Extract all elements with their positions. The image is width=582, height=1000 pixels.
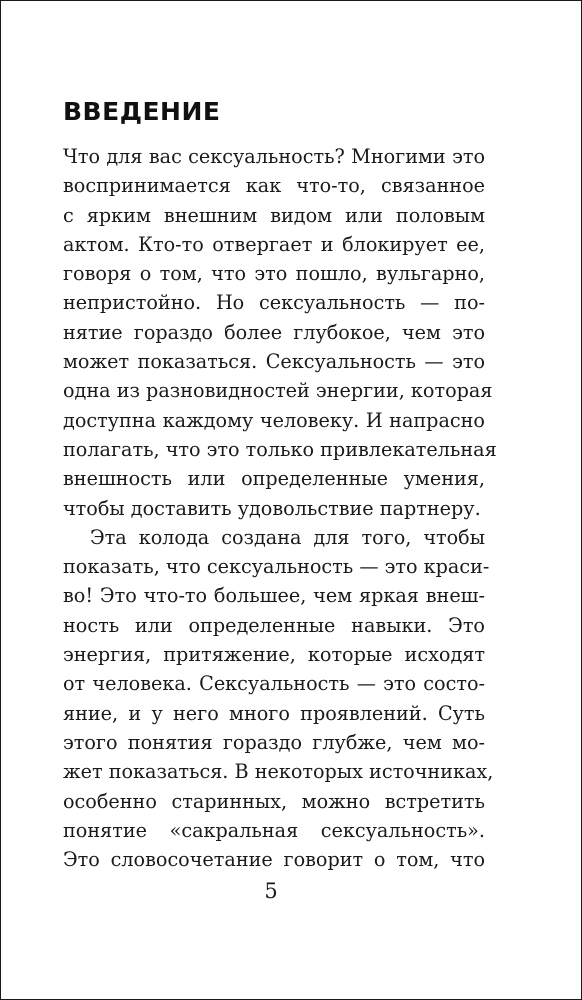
text-line: непристойно. Но сексуальность — по- bbox=[63, 291, 485, 315]
body-text bbox=[63, 142, 497, 874]
text-line: нятие гораздо более глубокое, чем это bbox=[63, 320, 485, 344]
text-line: понятие «сакральная сексуальность». bbox=[63, 818, 485, 842]
text-line: особенно старинных, можно встретить bbox=[63, 789, 485, 813]
text-line: с ярким внешним видом или половым bbox=[63, 203, 485, 227]
text-line: яние, и у него много проявлений. Суть bbox=[63, 701, 485, 725]
text-line: во! Это что-то большее, чем яркая внеш- bbox=[63, 584, 485, 608]
text-line: внешность или определенные умения, bbox=[63, 467, 485, 491]
text-line: жет показаться. В некоторых источниках, bbox=[63, 760, 494, 784]
page-number: 5 bbox=[264, 879, 278, 903]
text-line: ность или определенные навыки. Это bbox=[63, 613, 485, 637]
text-line: одна из разновидностей энергии, которая bbox=[63, 379, 493, 403]
chapter-heading: ВВЕДЕНИЕ bbox=[63, 97, 221, 126]
text-line: Это словосочетание говорит о том, что bbox=[63, 848, 485, 872]
text-line: может показаться. Сексуальность — это bbox=[63, 350, 485, 374]
text-line: Что для вас сексуальность? Многими это bbox=[63, 145, 485, 168]
text-line: воспринимается как что-то, связанное bbox=[63, 174, 485, 198]
text-line: полагать, что это только привлекательная bbox=[63, 437, 497, 461]
text-line: энергия, притяжение, которые исходят bbox=[63, 643, 485, 667]
text-line: Эта колода создана для того, чтобы bbox=[90, 525, 485, 549]
text-line: чтобы доставить удовольствие партнеру. bbox=[63, 496, 481, 520]
text-line: показать, что сексуальность — это краси- bbox=[63, 555, 490, 579]
text-line: говоря о том, что это пошло, вульгарно, bbox=[63, 262, 485, 286]
text-line: доступна каждому человеку. И напрасно bbox=[63, 408, 485, 432]
text-line: от человека. Сексуальность — это состо- bbox=[63, 672, 485, 696]
text-line: актом. Кто-то отвергает и блокирует ее, bbox=[63, 232, 485, 256]
text-line: этого понятия гораздо глубже, чем мо- bbox=[63, 730, 485, 754]
